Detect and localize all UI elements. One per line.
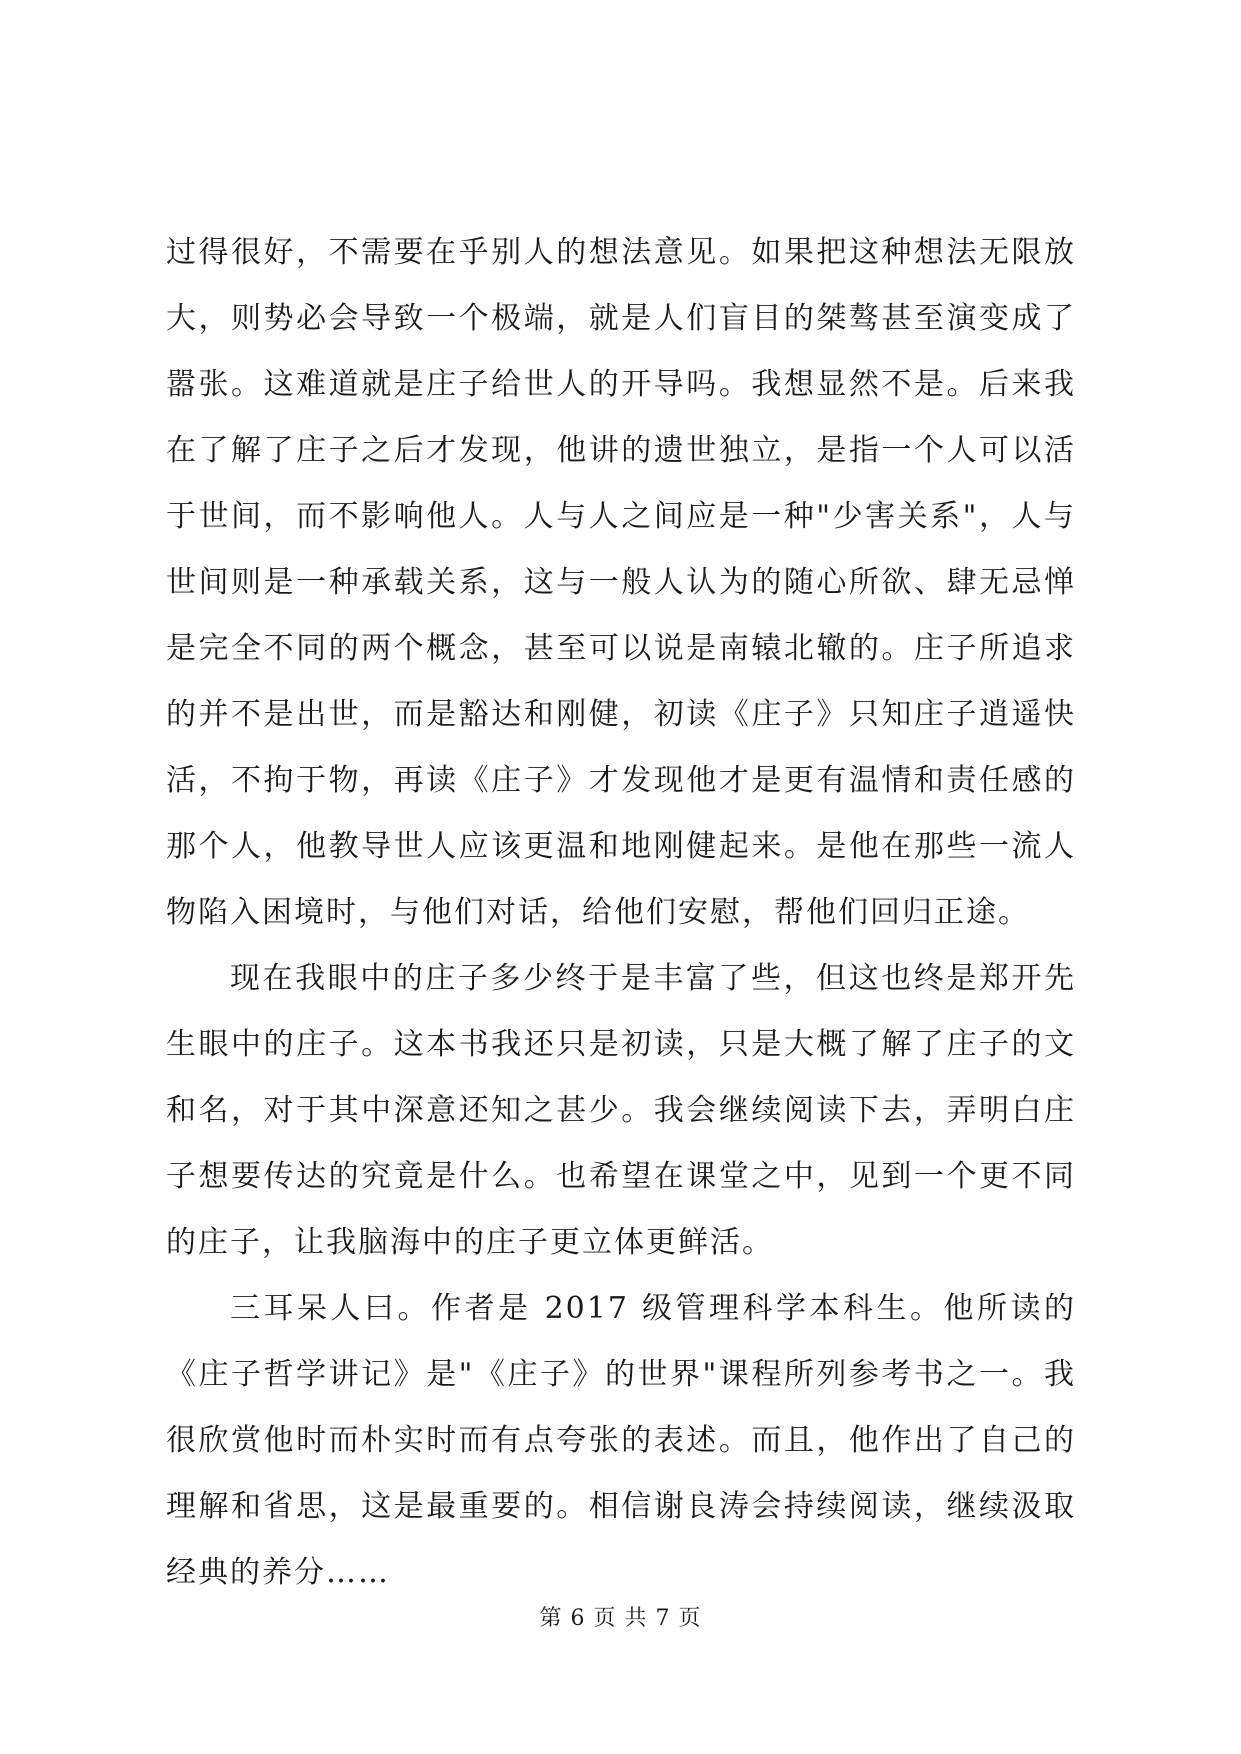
page-number-footer: 第 6 页 共 7 页 (539, 1606, 702, 1631)
paragraph-3: 三耳呆人曰。作者是 2017 级管理科学本科生。他所读的《庄子哲学讲记》是"《庄子》的世界"课程所列参考书之一。我很欣赏他时而朴实时而有点夸张的表述。而且，他作出了自己的理解和省思，这是最重要的。相信谢良涛会持续阅读，继续汲取经典的养分…… (166, 1291, 1076, 1590)
document-body (166, 220, 1076, 1606)
paragraph-1: 过得很好，不需要在乎别人的想法意见。如果把这种想法无限放大，则势必会导致一个极端，就是人们盲目的桀骜甚至演变成了嚣张。这难道就是庄子给世人的开导吗。我想显然不是。后来我在了解了庄子之后才发现，他讲的遗世独立，是指一个人可以活于世间，而不影响他人。人与人之间应是一种"少害关系"，人与世间则是一种承载关系，这与一般人认为的随心所欲、肆无忌惮是完全不同的两个概念，甚至可以说是南辕北辙的。庄子所追求的并不是出世，而是豁达和刚健，初读《庄子》只知庄子逍遥快活，不拘于物，再读《庄子》才发现他才是更有温情和责任感的那个人，他教导世人应该更温和地刚健起来。是他在那些一流人物陷入困境时，与他们对话，给他们安慰，帮他们回归正途。 (166, 235, 1076, 930)
paragraph-2: 现在我眼中的庄子多少终于是丰富了些，但这也终是郑开先生眼中的庄子。这本书我还只是初读，只是大概了解了庄子的文和名，对于其中深意还知之甚少。我会继续阅读下去，弄明白庄子想要传达的究竟是什么。也希望在课堂之中，见到一个更不同的庄子，让我脑海中的庄子更立体更鲜活。 (166, 961, 1076, 1260)
